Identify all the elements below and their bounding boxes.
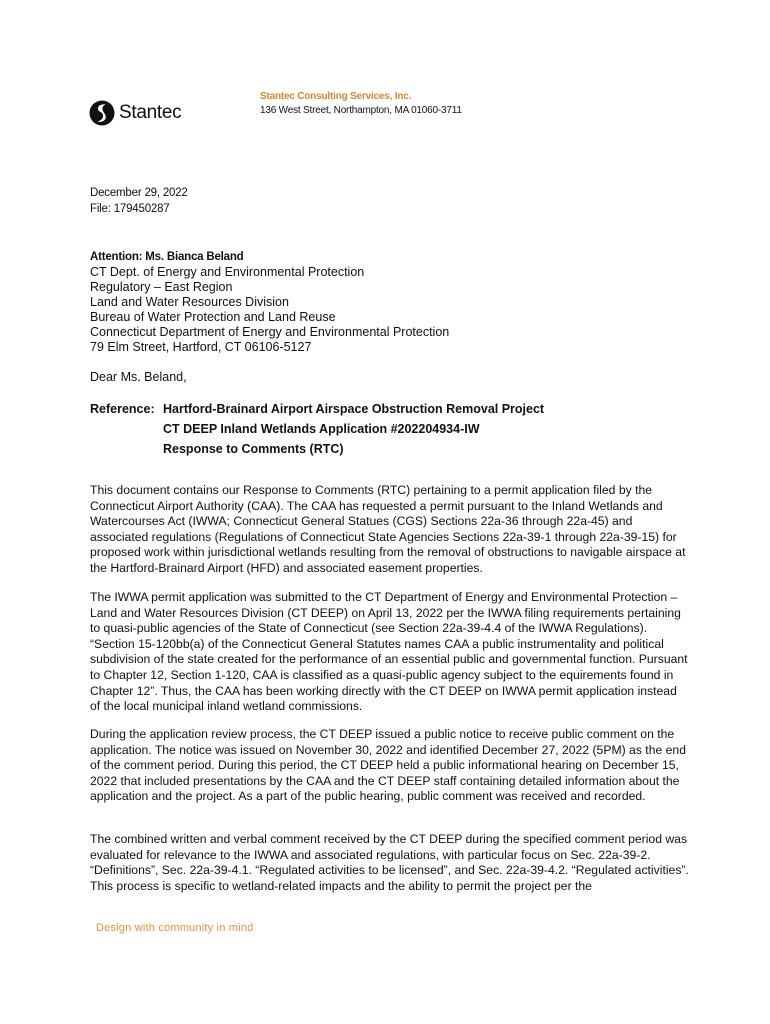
reference-line: CT DEEP Inland Wetlands Application #202204934-IW <box>163 422 480 436</box>
stantec-swirl-icon <box>88 99 116 127</box>
reference-lines <box>163 399 544 459</box>
recipient-line: Connecticut Department of Energy and Environmental Protection <box>90 325 450 339</box>
recipient-line: Bureau of Water Protection and Land Reuse <box>90 310 336 324</box>
company-address: 136 West Street, Northampton, MA 01060-3711 <box>260 105 462 116</box>
recipient-address <box>90 265 449 355</box>
recipient-line: CT Dept. of Energy and Environmental Protection <box>90 265 365 279</box>
salutation: Dear Ms. Beland, <box>90 370 187 384</box>
body-paragraph: During the application review process, the CT DEEP issued a public notice to receive public comment on the application. The notice was issued on November 30, 2022 and identified December 27, 2022 (5PM) as the end of the comment period. During this period, the CT DEEP held a public informational hearing on December 15, 2022 that included presentations by the CAA and the CT DEEP staff containing detailed information about the application and the project. As a part of the public hearing, public comment was received and recorded. <box>90 727 686 804</box>
reference-line: Hartford-Brainard Airport Airspace Obstruction Removal Project <box>163 402 545 416</box>
logo-wordmark: Stantec <box>119 102 182 123</box>
recipient-line: Regulatory – East Region <box>90 280 233 294</box>
letter-date: December 29, 2022 <box>90 187 188 199</box>
body-paragraph: This document contains our Response to Comments (RTC) pertaining to a permit application filed by the Connecticut Airport Authority (CAA). The CAA has requested a permit pursuant to the Inland Wetlands and Watercourses Act (IWWA; Connecticut General Statues (CGS) Sections 22a-36 through 22a-45) and associated regulations (Regulations of Connecticut State Agencies Sections 22a-39-1 through 22a-39-15) for proposed work within jurisdictional wetlands resulting from the removal of obstructions to navigable airspace at the Hartford-Brainard Airport (HFD) and associated easement properties. <box>90 483 686 575</box>
company-name: Stantec Consulting Services, Inc. <box>260 91 412 102</box>
file-number: File: 179450287 <box>90 203 170 215</box>
reference-line: Response to Comments (RTC) <box>163 442 344 456</box>
stantec-logo <box>88 98 181 128</box>
body-paragraph: The IWWA permit application was submitted to the CT Department of Energy and Environmental Protection – Land and Water Resources Division (CT DEEP) on April 13, 2022 per the IWWA filing requirements pertaining to quasi-public agencies of the State of Connecticut (see Section 22a-39-4.4 of the IWWA Regulations). “Section 15-120bb(a) of the Connecticut General Statutes names CAA a public instrumentality and political subdivision of the state created for the performance of an essential public and governmental function. Pursuant to Chapter 12, Section 1-120, CAA is classified as a quasi-public agency subject to the equirements found in Chapter 12”. Thus, the CAA has been working directly with the CT DEEP on IWWA permit application instead of the local municipal inland wetland commissions. <box>90 590 688 714</box>
recipient-line: 79 Elm Street, Hartford, CT 06106-5127 <box>90 340 312 354</box>
body-paragraph: The combined written and verbal comment received by the CT DEEP during the specified comment period was evaluated for relevance to the IWWA and associated regulations, with particular focus on Sec. 22a-39-2. “Definitions”, Sec. 22a-39-4.1. “Regulated activities to be licensed”, and Sec. 22a-39-4.2. “Regulated activities”. This process is specific to wetland-related impacts and the ability to permit the project per the <box>90 832 689 893</box>
recipient-line: Land and Water Resources Division <box>90 295 289 309</box>
attention-line: Attention: Ms. Bianca Beland <box>90 251 244 263</box>
footer-tagline: Design with community in mind <box>96 922 254 934</box>
reference-label: Reference: <box>90 402 155 416</box>
